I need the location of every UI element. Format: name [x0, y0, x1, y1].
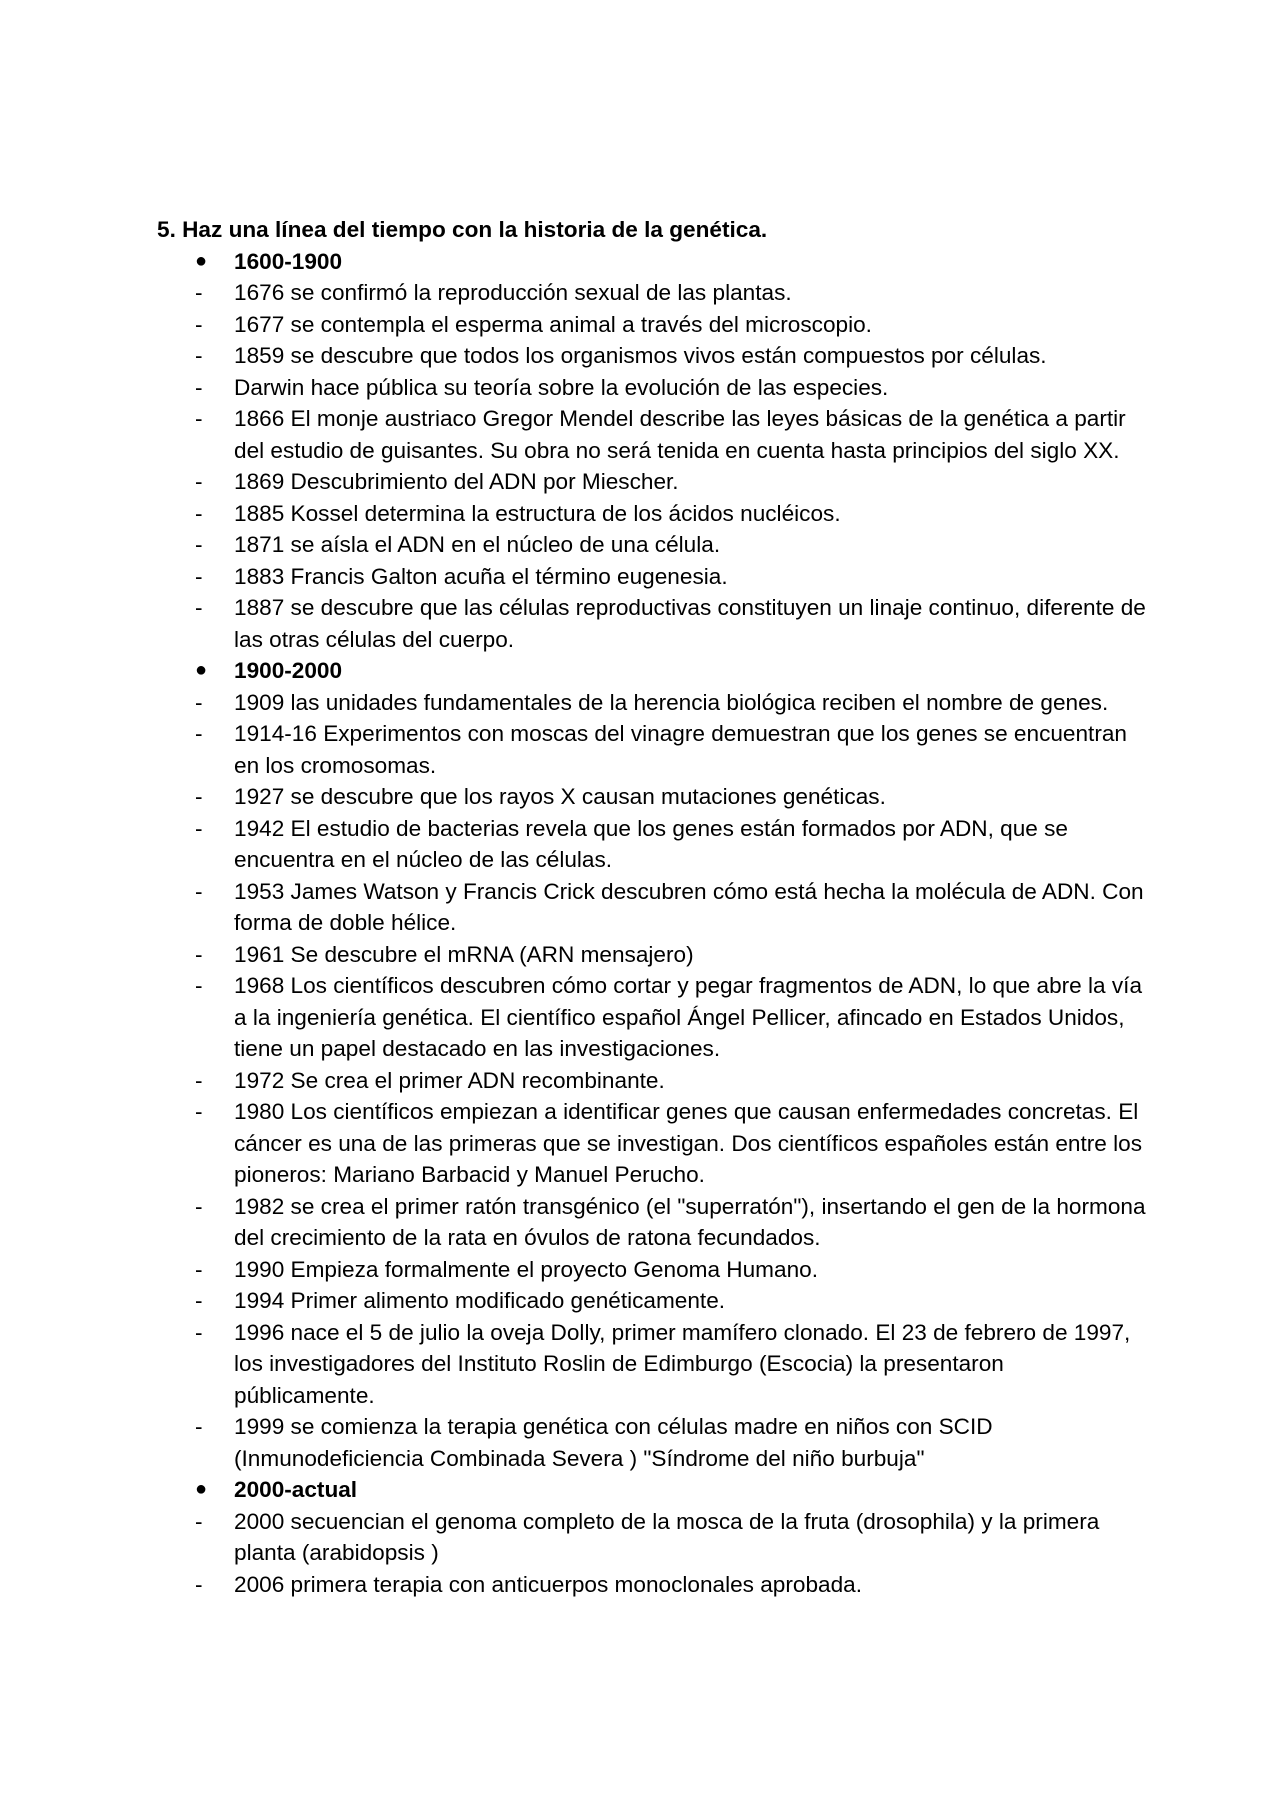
dash-bullet-icon: -	[195, 500, 203, 526]
timeline-event-text: 1676 se confirmó la reproducción sexual de las plantas.	[234, 280, 792, 305]
dash-bullet-icon: -	[195, 941, 203, 967]
dash-bullet-icon: -	[195, 1571, 203, 1597]
timeline-event	[157, 970, 1147, 1065]
timeline-event	[157, 1285, 1147, 1317]
dash-bullet-icon: -	[195, 374, 203, 400]
timeline-period-header	[157, 655, 1147, 687]
dash-bullet-icon: -	[195, 784, 203, 809]
timeline-event-text: 2006 primera terapia con anticuerpos monoclonales aprobada.	[234, 1571, 863, 1597]
timeline-event-text: 1942 El estudio de bacterias revela que los genes están formados por ADN, que se encuentra en el núcleo de las células.	[234, 815, 1068, 872]
timeline-event	[157, 939, 1147, 971]
timeline-event-text: 1961 Se descubre el mRNA (ARN mensajero)	[234, 941, 694, 967]
dash-bullet-icon: -	[195, 532, 203, 557]
timeline-event	[157, 1317, 1147, 1412]
timeline-event-text: 1869 Descubrimiento del ADN por Miescher.	[234, 469, 679, 494]
timeline-event-text: 1982 se crea el primer ratón transgénico (el "superratón"), insertando el gen de la hormona del crecimiento de la rata en óvulos de ratona fecundados.	[234, 1193, 1146, 1250]
timeline-period-header	[157, 246, 1147, 278]
timeline-period-header	[157, 1474, 1147, 1506]
timeline-event-text: 1677 se contempla el esperma animal a través del microscopio.	[234, 311, 872, 337]
timeline-event-list	[157, 277, 1147, 655]
timeline-event-text: 1914-16 Experimentos con moscas del vinagre demuestran que los genes se encuentran en los cromosomas.	[234, 721, 1127, 778]
timeline-event-text: Darwin hace pública su teoría sobre la evolución de las especies.	[234, 374, 889, 400]
question-heading: 5. Haz una línea del tiempo con la historia de la genética.	[157, 217, 768, 242]
timeline-event-text: 1996 nace el 5 de julio la oveja Dolly, primer mamífero clonado. El 23 de febrero de 1997, los investigadores del Instituto Roslin de Edimburgo (Escocia) la presentaron públicamente.	[234, 1319, 1131, 1408]
timeline-event	[157, 813, 1147, 876]
timeline-event-text: 1968 Los científicos descubren cómo cortar y pegar fragmentos de ADN, lo que abre la vía a la ingeniería genética. El científico español Ángel Pellicer, afincado en Estados Unidos, tiene un papel destacado en las investigaciones.	[234, 973, 1143, 1061]
dash-bullet-icon: -	[195, 563, 203, 589]
timeline-event-text: 2000 secuencian el genoma completo de la mosca de la fruta (drosophila) y la primera planta (arabidopsis )	[234, 1508, 1100, 1565]
timeline-event	[157, 1569, 1147, 1601]
timeline-event-text: 1953 James Watson y Francis Crick descubren cómo está hecha la molécula de ADN. Con forma de doble hélice.	[234, 878, 1144, 935]
timeline-period-title: 2000-actual	[234, 1477, 358, 1502]
timeline-event-text: 1887 se descubre que las células reproductivas constituyen un linaje continuo, diferente de las otras células del cuerpo.	[234, 595, 1146, 652]
dash-bullet-icon: -	[195, 689, 203, 715]
dash-bullet-icon: -	[195, 1414, 203, 1439]
timeline-event	[157, 781, 1147, 813]
timeline-event-text: 1859 se descubre que todos los organismos vivos están compuestos por células.	[234, 343, 1047, 368]
dash-bullet-icon: -	[195, 469, 203, 494]
timeline-event-text: 1980 Los científicos empiezan a identificar genes que causan enfermedades concretas. El cáncer es una de las primeras que se investigan. Dos científicos españoles están entre los pioneros: Mariano Barbacid y Manuel Perucho.	[234, 1099, 1143, 1187]
timeline-event-list	[157, 1506, 1147, 1601]
dash-bullet-icon: -	[195, 973, 203, 998]
timeline-event	[157, 687, 1147, 719]
dash-bullet-icon: -	[195, 1288, 203, 1313]
dash-bullet-icon: -	[195, 343, 203, 368]
timeline-event	[157, 1096, 1147, 1191]
timeline-event	[157, 309, 1147, 341]
document-content	[157, 214, 1147, 1600]
timeline-event	[157, 277, 1147, 309]
timeline-event	[157, 1191, 1147, 1254]
timeline-event	[157, 1411, 1147, 1474]
timeline-event	[157, 340, 1147, 372]
bullet-icon: ●	[195, 1478, 208, 1500]
dash-bullet-icon: -	[195, 1099, 203, 1124]
dash-bullet-icon: -	[195, 815, 203, 841]
timeline	[157, 246, 1147, 1601]
timeline-event	[157, 498, 1147, 530]
dash-bullet-icon: -	[195, 595, 203, 620]
dash-bullet-icon: -	[195, 1193, 203, 1219]
dash-bullet-icon: -	[195, 1256, 203, 1282]
timeline-event	[157, 1065, 1147, 1097]
timeline-event	[157, 1506, 1147, 1569]
timeline-event	[157, 372, 1147, 404]
dash-bullet-icon: -	[195, 311, 203, 337]
bullet-icon: ●	[195, 659, 208, 681]
timeline-event	[157, 466, 1147, 498]
timeline-event-text: 1885 Kossel determina la estructura de los ácidos nucléicos.	[234, 500, 841, 526]
dash-bullet-icon: -	[195, 1508, 203, 1534]
timeline-event	[157, 529, 1147, 561]
dash-bullet-icon: -	[195, 280, 203, 305]
timeline-event	[157, 718, 1147, 781]
dash-bullet-icon: -	[195, 1319, 203, 1345]
timeline-period-title: 1900-2000	[234, 658, 343, 683]
timeline-event-text: 1871 se aísla el ADN en el núcleo de una célula.	[234, 532, 721, 557]
timeline-event-text: 1990 Empieza formalmente el proyecto Genoma Humano.	[234, 1256, 818, 1282]
bullet-icon: ●	[195, 249, 208, 272]
dash-bullet-icon: -	[195, 406, 203, 431]
timeline-event	[157, 403, 1147, 466]
timeline-event-list	[157, 687, 1147, 1475]
timeline-event-text: 1994 Primer alimento modificado genéticamente.	[234, 1288, 726, 1313]
dash-bullet-icon: -	[195, 878, 203, 904]
timeline-event-text: 1866 El monje austriaco Gregor Mendel describe las leyes básicas de la genética a partir del estudio de guisantes. Su obra no será tenida en cuenta hasta principios del siglo XX.	[234, 406, 1126, 463]
dash-bullet-icon: -	[195, 721, 203, 746]
timeline-period-title: 1600-1900	[234, 248, 343, 274]
timeline-event	[157, 592, 1147, 655]
timeline-event-text: 1909 las unidades fundamentales de la herencia biológica reciben el nombre de genes.	[234, 689, 1109, 715]
timeline-event-text: 1927 se descubre que los rayos X causan mutaciones genéticas.	[234, 784, 886, 809]
timeline-event	[157, 876, 1147, 939]
dash-bullet-icon: -	[195, 1067, 203, 1093]
timeline-event	[157, 1254, 1147, 1286]
timeline-event-text: 1883 Francis Galton acuña el término eugenesia.	[234, 563, 728, 589]
timeline-event-text: 1999 se comienza la terapia genética con células madre en niños con SCID (Inmunodeficiencia Combinada Severa ) "Síndrome del niño burbuja"	[234, 1414, 993, 1471]
timeline-event	[157, 561, 1147, 593]
timeline-event-text: 1972 Se crea el primer ADN recombinante.	[234, 1067, 665, 1093]
